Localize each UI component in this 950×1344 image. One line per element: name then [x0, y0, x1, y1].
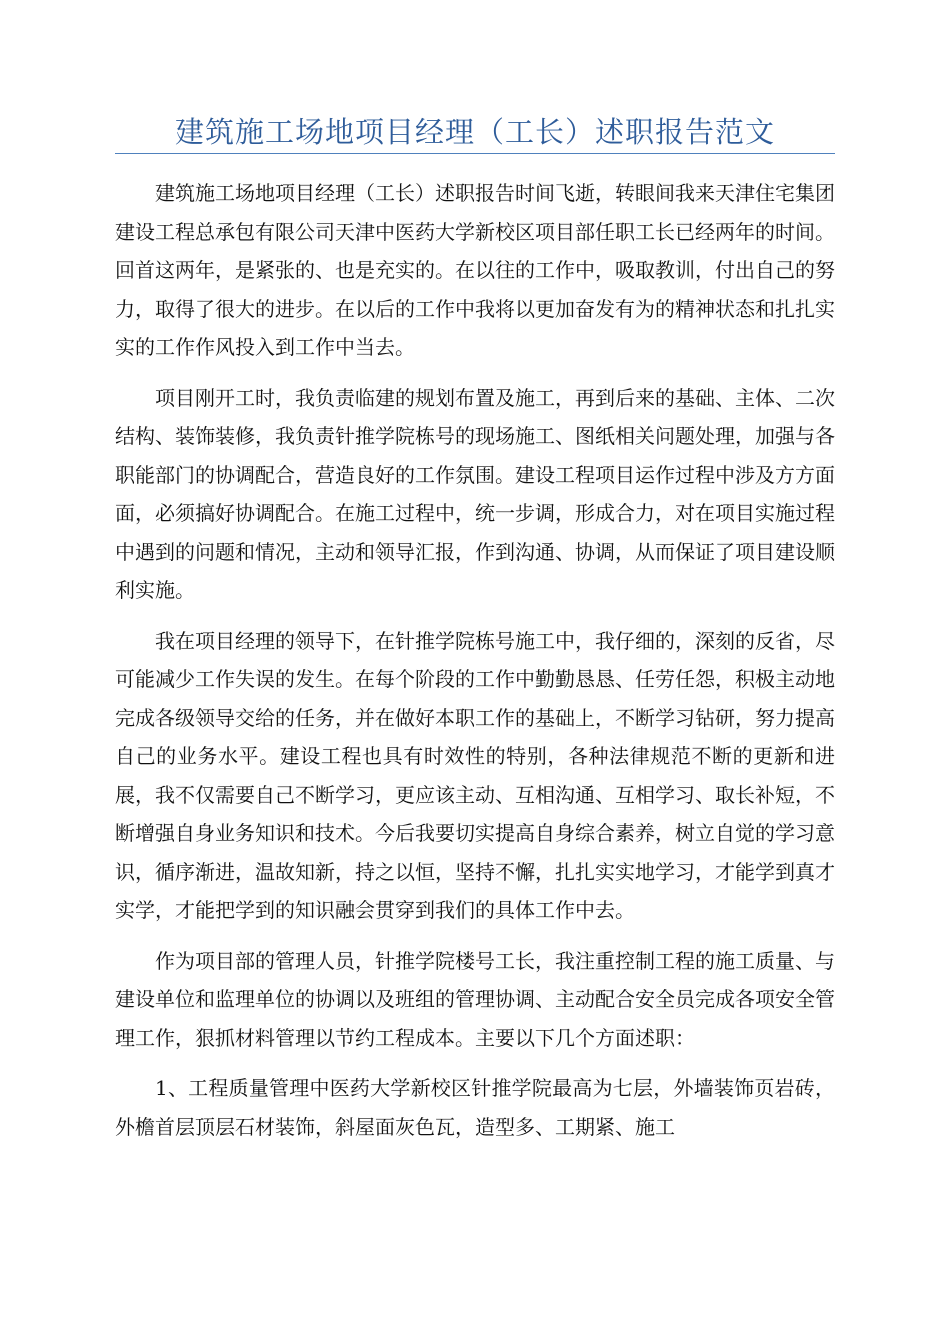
- title-underline: [115, 153, 835, 154]
- document-body: [115, 174, 835, 1158]
- document-title: 建筑施工场地项目经理（工长）述职报告范文: [174, 115, 775, 149]
- paragraph-quality-management: 1、工程质量管理中医药大学新校区针推学院最高为七层，外墙装饰页岩砖，外檐首层顶层石材装饰，斜屋面灰色瓦，造型多、工期紧、施工: [115, 1076, 835, 1139]
- paragraph-management-role: 作为项目部的管理人员，针推学院楼号工长，我注重控制工程的施工质量、与建设单位和监理单位的协调以及班组的管理协调、主动配合安全员完成各项安全管理工作，狠抓材料管理以节约工程成本。主要以下几个方面述职：: [115, 948, 835, 1050]
- paragraph-self-improvement: 我在项目经理的领导下，在针推学院栋号施工中，我仔细的，深刻的反省，尽可能减少工作失误的发生。在每个阶段的工作中勤勤恳恳、任劳任怨，积极主动地完成各级领导交给的任务，并在做好本职工作的基础上，不断学习钻研，努力提高自己的业务水平。建设工程也具有时效性的特别，各种法律规范不断的更新和进展，我不仅需要自己不断学习，更应该主动、互相沟通、互相学习、取长补短，不断增强自身业务知识和技术。今后我要切实提高自身综合素养，树立自觉的学习意识，循序渐进，温故知新，持之以恒，坚持不懈，扎扎实实地学习，才能学到真才实学，才能把学到的知识融会贯穿到我们的具体工作中去。: [115, 628, 835, 922]
- paragraph-intro: 建筑施工场地项目经理（工长）述职报告时间飞逝，转眼间我来天津住宅集团建设工程总承包有限公司天津中医药大学新校区项目部任职工长已经两年的时间。回首这两年，是紧张的、也是充实的。在以往的工作中，吸取教训，付出自己的努力，取得了很大的进步。在以后的工作中我将以更加奋发有为的精神状态和扎扎实实的工作作风投入到工作中当去。: [115, 181, 835, 359]
- paragraph-construction-work: 项目刚开工时，我负责临建的规划布置及施工，再到后来的基础、主体、二次结构、装饰装修，我负责针推学院栋号的现场施工、图纸相关问题处理，加强与各职能部门的协调配合，营造良好的工作氛围。建设工程项目运作过程中涉及方方面面，必须搞好协调配合。在施工过程中，统一步调，形成合力，对在项目实施过程中遇到的问题和情况，主动和领导汇报，作到沟通、协调，从而保证了项目建设顺利实施。: [115, 385, 835, 602]
